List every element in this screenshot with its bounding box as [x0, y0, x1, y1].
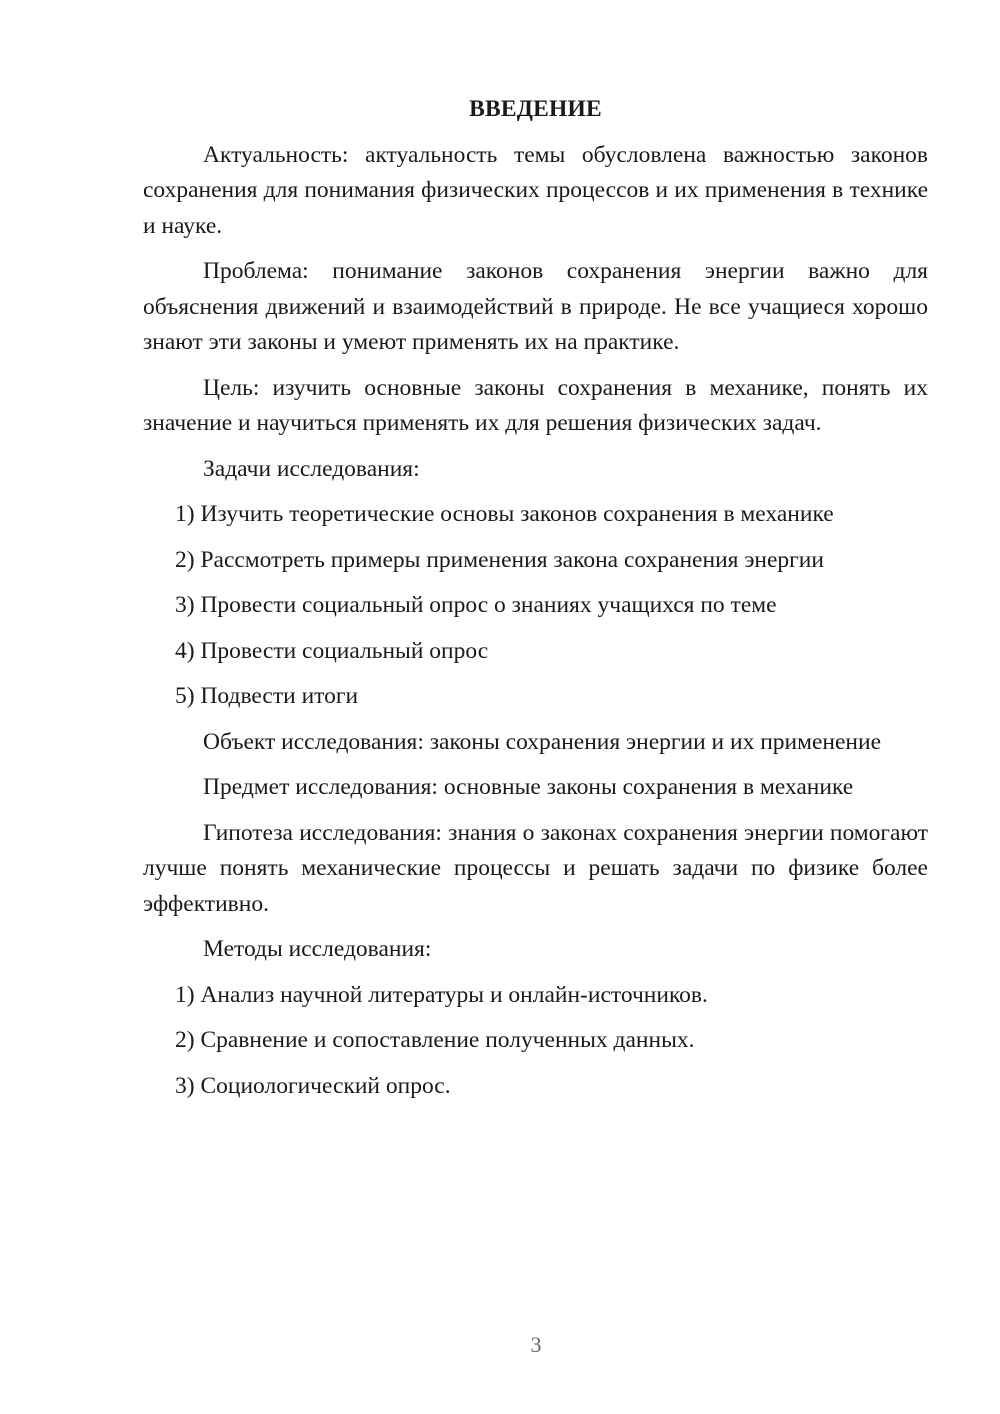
method-item-1: 1) Анализ научной литературы и онлайн-источников. — [175, 981, 708, 1008]
relevance-paragraph: Актуальность: актуальность темы обусловлена важностью законов сохранения для понимания физических процессов и их применения в технике и науке. — [143, 141, 928, 239]
task-item-3: 3) Провести социальный опрос о знаниях учащихся по теме — [175, 592, 777, 618]
hypothesis-paragraph: Гипотеза исследования: знания о законах сохранения энергии помогают лучше понять механические процессы и решать задачи по физике более эффективно. — [143, 819, 928, 917]
task-item-1: 1) Изучить теоретические основы законов сохранения в механике — [175, 501, 834, 527]
subject-line: Предмет исследования: основные законы сохранения в механике — [203, 774, 854, 800]
method-item-3: 3) Социологический опрос. — [175, 1072, 451, 1099]
task-item-5: 5) Подвести итоги — [175, 683, 359, 709]
page-number: 3 — [530, 1332, 542, 1357]
goal-paragraph: Цель: изучить основные законы сохранения в механике, понять их значение и научиться применять их для решения физических задач. — [143, 374, 928, 436]
methods-heading: Методы исследования: — [203, 936, 432, 962]
method-item-2: 2) Сравнение и сопоставление полученных данных. — [175, 1027, 695, 1053]
tasks-heading: Задачи исследования: — [203, 455, 420, 482]
task-item-2: 2) Рассмотреть примеры применения закона сохранения энергии — [175, 546, 824, 573]
page-content — [143, 92, 928, 1114]
object-line: Объект исследования: законы сохранения энергии и их применение — [203, 728, 882, 755]
section-title: ВВЕДЕНИЕ — [469, 96, 602, 122]
task-item-4: 4) Провести социальный опрос — [175, 637, 489, 664]
problem-paragraph: Проблема: понимание законов сохранения энергии важно для объяснения движений и взаимодействий в природе. Не все учащиеся хорошо знают эти законы и умеют применять их на практике. — [143, 258, 928, 355]
